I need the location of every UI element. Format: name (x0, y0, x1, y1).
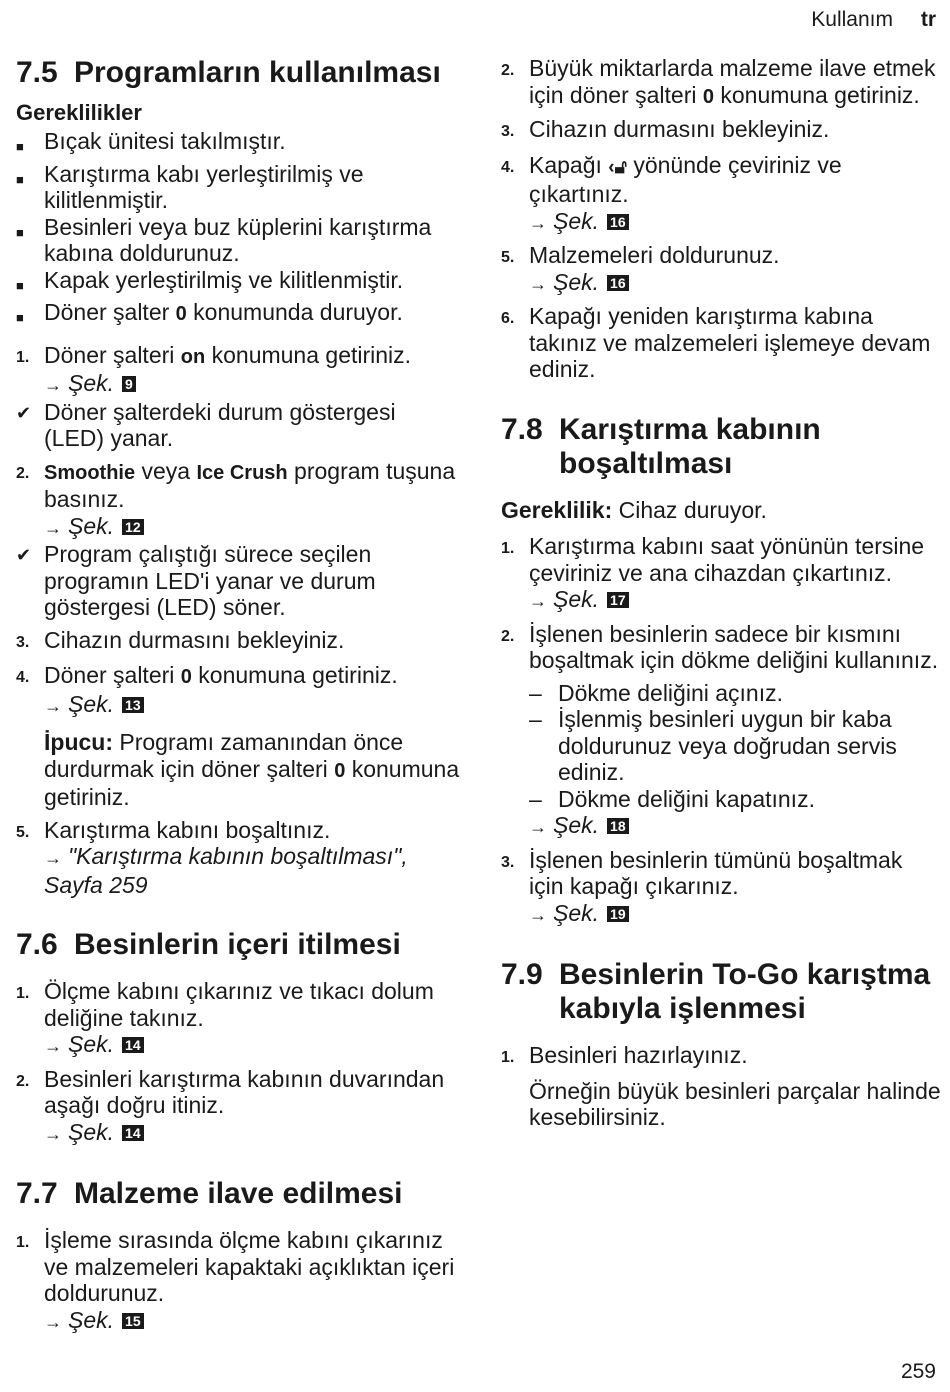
step-number: 2. (501, 62, 515, 79)
step-number: 4. (501, 158, 515, 176)
checkmark-icon: ✔ (16, 545, 32, 565)
step-item: 5. Karıştırma kabını boşaltınız. → "Karıştırma kabının boşaltılması", Sayfa 259 (16, 816, 408, 898)
figure-number-badge: 17 (607, 592, 629, 608)
step-item: 2. Besinleri karıştırma kabının duvarından aşağı doğru itiniz. → Şek. 14 (16, 1066, 461, 1148)
unlock-direction-icon: ‹🔓︎ (608, 156, 627, 178)
arrow-right-icon: → (529, 817, 547, 837)
figure-number-badge: 18 (607, 818, 629, 834)
sub-step: – Dökme deliğini açınız. (529, 679, 783, 706)
step-note: Örneğin büyük besinleri parçalar halinde kesebilirsiniz. (529, 1077, 941, 1130)
figure-number-badge: 16 (607, 275, 629, 291)
figure-reference: → Şek. 17 (529, 586, 629, 612)
checkmark-icon: ✔ (16, 402, 32, 423)
requirement-line: Gereklilik: Cihaz duruyor. (501, 496, 767, 523)
step-item: 1. Ölçme kabını çıkarınız ve tıkacı dolum deliğine takınız. → Şek. 14 (16, 978, 461, 1060)
figure-reference: → Şek. 14 (44, 1031, 144, 1057)
page-reference: → "Karıştırma kabının boşaltılması", Sayfa 259 (44, 843, 408, 898)
sub-step: – İşlenmiş besinleri uygun bir kaba doldurunuz veya doğrudan servis ediniz. (529, 706, 897, 785)
figure-number-badge: 9 (122, 376, 136, 392)
figure-number-badge: 13 (122, 697, 144, 713)
figure-reference: → Şek. 19 (529, 900, 629, 926)
figure-reference: → Şek. 14 (44, 1119, 144, 1145)
section-number: 7.5 (16, 56, 58, 89)
arrow-right-icon: → (44, 1123, 62, 1144)
figure-reference: → Şek. 16 (529, 208, 629, 234)
step-number: 3. (501, 853, 515, 871)
arrow-right-icon: → (529, 591, 547, 611)
requirement-item: ■ Bıçak ünitesi takılmıştır. (16, 128, 461, 161)
bullet-icon: ■ (16, 310, 24, 325)
figure-reference: → Şek. 12 (44, 513, 144, 539)
step-item: 3. İşlenen besinlerin tümünü boşaltmak için kapağı çıkarınız. → Şek. 19 (501, 847, 941, 929)
requirement-item: ■ Kapak yerleştirilmiş ve kilitlenmiştir. (16, 267, 461, 300)
arrow-right-icon: → (44, 1036, 62, 1056)
step-item: 5. Malzemeleri doldurunuz. → Şek. 16 (501, 242, 941, 297)
step-number: 3. (501, 123, 515, 140)
arrow-right-icon: → (529, 273, 547, 294)
figure-reference: → Şek. 13 (44, 691, 144, 717)
step-item: 1. Karıştırma kabını saat yönünün tersine çeviriniz ve ana cihazdan çıkartınız. → Şek. 17 (501, 533, 941, 615)
step-item: 2. Smoothie veya Ice Crush program tuşuna basınız. → Şek. 12 (16, 458, 461, 542)
result-item: ✔ Döner şalterdeki durum göstergesi (LED) yanar. (16, 398, 396, 451)
bullet-icon: ■ (16, 171, 24, 187)
arrow-right-icon: → (44, 1311, 62, 1332)
arrow-right-icon: → (529, 904, 547, 925)
step-number: 3. (16, 633, 30, 651)
step-number: 5. (501, 249, 515, 266)
figure-number-badge: 14 (122, 1125, 144, 1141)
dash-marker: – (529, 679, 542, 706)
step-number: 1. (16, 348, 30, 366)
arrow-right-icon: → (44, 375, 62, 395)
step-number: 4. (16, 669, 30, 686)
step-item: 1. İşleme sırasında ölçme kabını çıkarınız ve malzemeleri kapaktaki açıklıktan içeri doldurunuz. → Şek. 15 (16, 1227, 461, 1335)
step-item: 3. Cihazın durmasını bekleyiniz. (16, 627, 461, 657)
step-number: 1. (501, 1049, 515, 1066)
section-7-9-heading: 7.9 Besinlerin To-Go karıştma kabıyla işlenmesi (501, 958, 931, 1025)
step-number: 6. (501, 310, 515, 327)
step-item: 2. İşlenen besinlerin sadece bir kısmını boşaltmak için dökme deliğini kullanınız. (501, 620, 939, 673)
result-item: ✔ Program çalıştığı sürece seçilen programın LED'i yanar ve durum göstergesi (LED) söner. (16, 541, 376, 620)
figure-number-badge: 19 (607, 906, 629, 922)
section-7-8-heading: 7.8 Karıştırma kabının boşaltılması (501, 412, 821, 480)
figure-reference: → Şek. 16 (529, 269, 629, 295)
step-number: 5. (16, 823, 30, 841)
step-item: 1. Döner şalteri on konumuna getiriniz. → Şek. 9 (16, 342, 461, 399)
figure-line (501, 812, 941, 841)
bullet-icon: ■ (16, 277, 24, 293)
section-7-7-heading: 7.7 Malzeme ilave edilmesi (16, 1177, 403, 1210)
page-header (811, 8, 936, 32)
step-number: 1. (16, 985, 30, 1002)
bullet-icon: ■ (16, 224, 24, 240)
figure-reference: → Şek. 15 (44, 1307, 144, 1333)
requirements-heading: Gereklilikler (16, 100, 142, 125)
step-item: 4. Döner şalteri 0 konumuna getiriniz. → Şek. 13 (16, 662, 461, 719)
step-number: 2. (501, 627, 515, 645)
figure-number-badge: 14 (122, 1037, 144, 1053)
header-section: Kullanım (811, 8, 893, 31)
right-column (501, 55, 941, 1131)
dash-marker: – (529, 706, 542, 732)
figure-reference: → Şek. 18 (529, 812, 629, 838)
figure-number-badge: 16 (607, 214, 629, 230)
bullet-icon: ■ (16, 139, 24, 154)
step-number: 2. (16, 464, 30, 482)
step-item: 1. Besinleri hazırlayınız. (501, 1042, 941, 1072)
dash-marker: – (529, 785, 542, 812)
requirement-item: ■ Döner şalter 0 konumunda duruyor. (16, 299, 461, 332)
figure-number-badge: 12 (122, 519, 144, 535)
section-7-5-heading (16, 56, 461, 90)
left-column (16, 56, 461, 1335)
figure-number-badge: 15 (122, 1313, 144, 1329)
step-item: 2. Büyük miktarlarda malzeme ilave etmek için döner şalteri 0 konumuna getiriniz. (501, 55, 941, 110)
sub-step: – Dökme deliğini kapatınız. (529, 785, 815, 812)
header-language: tr (920, 8, 936, 31)
requirement-item: ■ Karıştırma kabı yerleştirilmiş ve kilitlenmiştir. (16, 160, 364, 213)
step-number: 2. (16, 1072, 30, 1090)
page-number: 259 (900, 1360, 936, 1383)
arrow-right-icon: → (44, 695, 62, 716)
arrow-right-icon: → (44, 517, 62, 538)
section-7-6-heading: 7.6 Besinlerin içeri itilmesi (16, 928, 401, 961)
step-number: 1. (501, 540, 515, 557)
tip-note: İpucu: Programı zamanından önce durdurmak için döner şalteri 0 konumuna getiriniz. (44, 729, 460, 810)
step-number: 1. (16, 1234, 30, 1251)
arrow-right-icon: → (44, 848, 62, 868)
step-item: 4. Kapağı ‹🔓︎ yönünde çeviriniz ve çıkartınız. → Şek. 16 (501, 152, 941, 237)
section-title: Programların kullanılması (74, 56, 441, 89)
arrow-right-icon: → (529, 212, 547, 233)
requirement-item: ■ Besinleri veya buz küplerini karıştırma kabına doldurunuz. (16, 213, 432, 266)
figure-reference: → Şek. 9 (44, 370, 136, 396)
step-item: 3. Cihazın durmasını bekleyiniz. (501, 116, 941, 146)
step-item: 6. Kapağı yeniden karıştırma kabına takınız ve malzemeleri işlemeye devam ediniz. (501, 303, 931, 382)
